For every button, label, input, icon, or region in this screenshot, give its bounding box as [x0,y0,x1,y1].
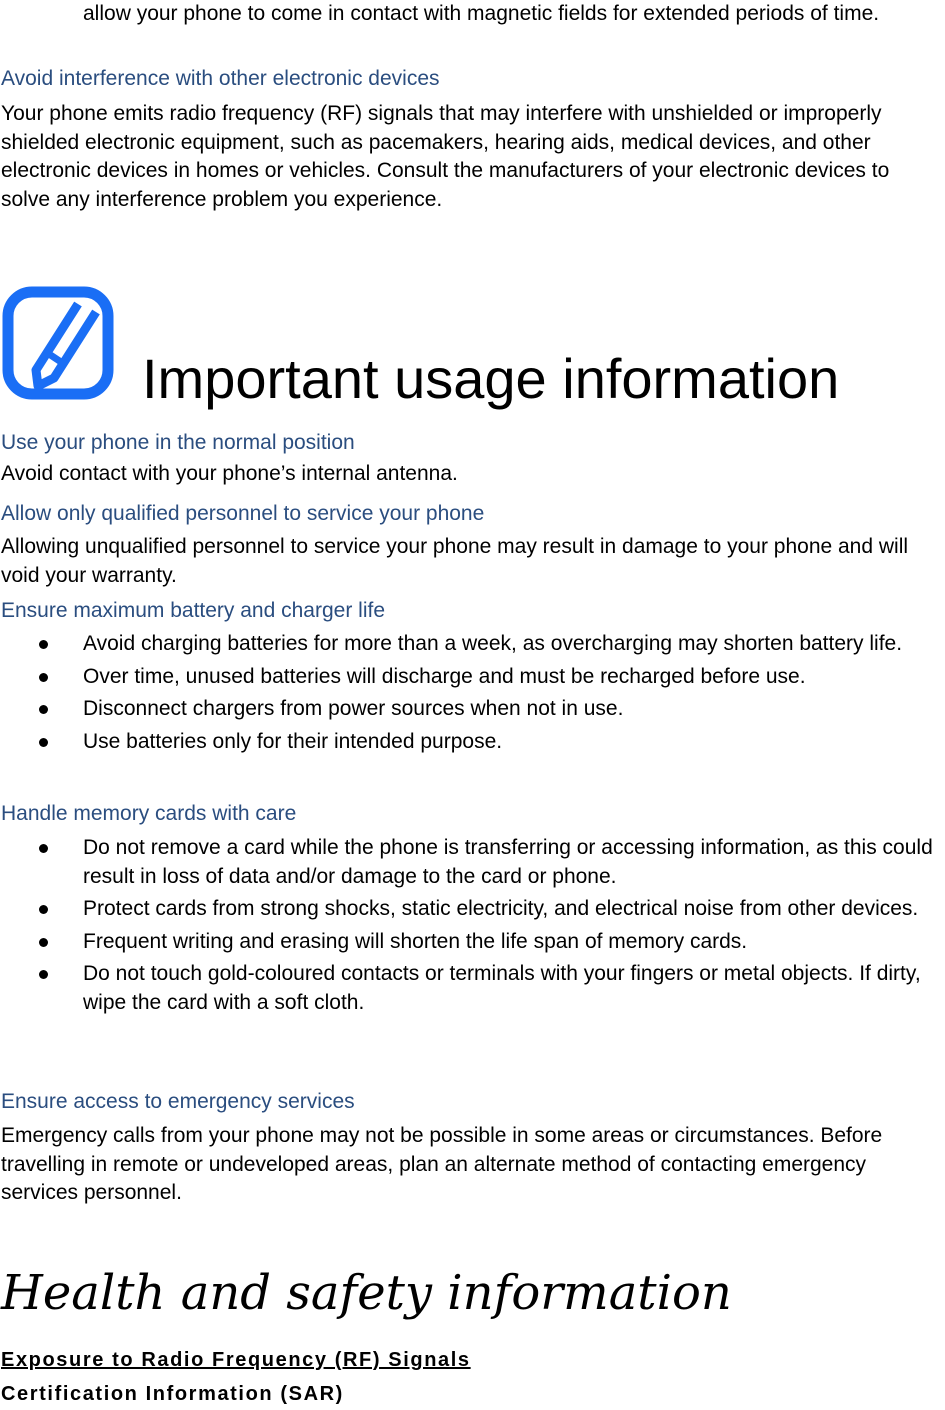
list-item [0,728,945,757]
memory-list [0,834,945,1021]
bullet-icon [39,673,48,682]
important-usage-title: Important usage information [142,347,840,410]
battery-list [0,630,945,760]
heading-qualified-personnel: Allow only qualified personnel to service your phone [1,502,485,525]
heading-battery: Ensure maximum battery and charger life [1,599,385,622]
list-item [0,928,945,957]
list-item [0,630,945,659]
bullet-icon [39,738,48,747]
bullet-icon [39,844,48,853]
bullet-icon [39,705,48,714]
list-item [0,834,945,891]
list-item [0,895,945,924]
paragraph-qualified-personnel: Allowing unqualified personnel to service your phone may result in damage to your phone and will void your warranty. [1,535,909,587]
bullet-icon [39,905,48,914]
list-item-text: Use batteries only for their intended purpose. [83,729,503,753]
list-item-text: Over time, unused batteries will discharge and must be recharged before use. [83,664,806,688]
rf-exposure-heading: Exposure to Radio Frequency (RF) Signals [1,1349,471,1371]
intro-continued-text: allow your phone to come in contact with magnetic fields for extended periods of time. [83,2,880,25]
note-pencil-icon [2,286,114,400]
list-item-text: Avoid charging batteries for more than a week, as overcharging may shorten battery life. [83,632,903,655]
bullet-icon [39,938,48,947]
paragraph-interference: Your phone emits radio frequency (RF) signals that may interfere with unshielded or improperly shielded electronic equipment, such as pacemakers, hearing aids, medical devices, and other electronic devices in homes or vehicles. Consult the manufacturers of your electronic devices to solve any interference problem you experience. [1,102,890,211]
bullet-icon [39,640,48,649]
paragraph-emergency: Emergency calls from your phone may not be possible in some areas or circumstances. Before travelling in remote or undeveloped areas, plan an alternate method of contacting emergency services personnel. [1,1124,883,1204]
list-item-text: Do not touch gold-coloured contacts or terminals with your fingers or metal objects. If dirty, wipe the card with a soft cloth. [83,962,921,1014]
list-item [0,695,945,724]
heading-emergency: Ensure access to emergency services [1,1090,355,1113]
list-item-text: Do not remove a card while the phone is transferring or accessing information, as this could result in loss of data and/or damage to the card or phone. [83,836,933,888]
list-item-text: Frequent writing and erasing will shorten the life span of memory cards. [83,929,748,953]
paragraph-normal-position: Avoid contact with your phone’s internal antenna. [1,462,458,485]
heading-interference: Avoid interference with other electronic devices [1,67,440,90]
list-item-text: Protect cards from strong shocks, static electricity, and electrical noise from other devices. [83,897,919,920]
bullet-icon [39,970,48,979]
heading-normal-position: Use your phone in the normal position [1,431,355,454]
heading-memory-cards: Handle memory cards with care [1,802,297,825]
list-item-text: Disconnect chargers from power sources when not in use. [83,697,624,720]
health-safety-title: Health and safety information [1,1265,732,1321]
list-item [0,960,945,1017]
list-item [0,663,945,692]
sar-certification-heading: Certification Information (SAR) [1,1383,344,1405]
